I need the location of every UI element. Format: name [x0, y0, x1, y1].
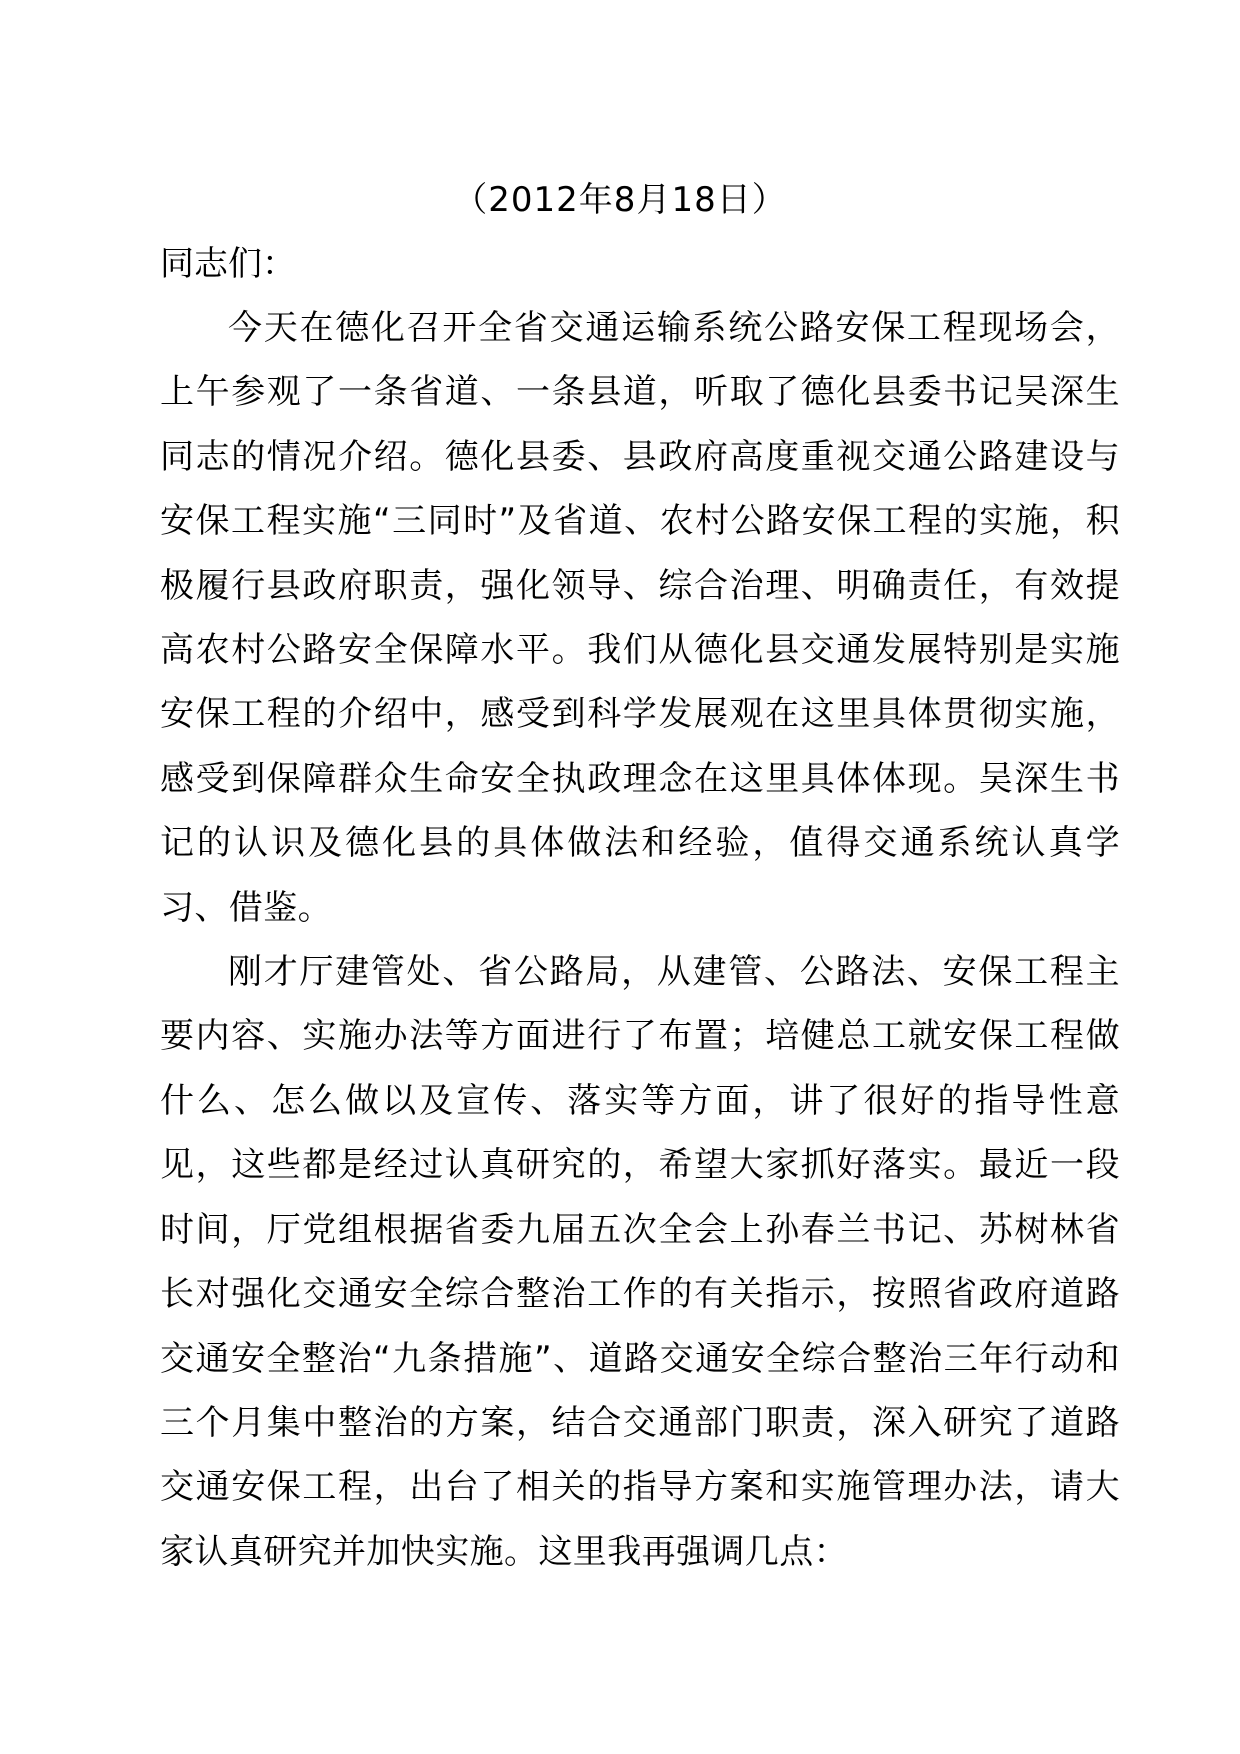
paragraph-2: 刚才厅建管处、省公路局，从建管、公路法、安保工程主要内容、实施办法等方面进行了布置；培健总工就安保工程做什么、怎么做以及宣传、落实等方面，讲了很好的指导性意见，这些都是经过认真研究的，希望大家抓好落实。最近一段时间，厅党组根据省委九届五次全会上孙春兰书记、苏树林省长对强化交通安全综合整治工作的有关指示，按照省政府道路交通安全整治“九条措施”、道路交通安全综合整治三年行动和三个月集中整治的方案，结合交通部门职责，深入研究了道路交通安保工程，出台了相关的指导方案和实施管理办法，请大家认真研究并加快实施。这里我再强调几点：	[160, 952, 1120, 1572]
paragraph-1: 今天在德化召开全省交通运输系统公路安保工程现场会，上午参观了一条省道、一条县道，听取了德化县委书记吴深生同志的情况介绍。德化县委、县政府高度重视交通公路建设与安保工程实施“三同时”及省道、农村公路安保工程的实施，积极履行县政府职责，强化领导、综合治理、明确责任，有效提高农村公路安全保障水平。我们从德化县交通发展特别是实施安保工程的介绍中，感受到科学发展观在这里具体贯彻实施，感受到保障群众生命安全执政理念在这里具体体现。吴深生书记的认识及德化县的具体做法和经验，值得交通系统认真学习、借鉴。	[160, 308, 1120, 928]
date-line: （2012年8月18日）	[453, 180, 787, 220]
salutation: 同志们：	[160, 244, 296, 284]
body-text	[160, 296, 1120, 1584]
